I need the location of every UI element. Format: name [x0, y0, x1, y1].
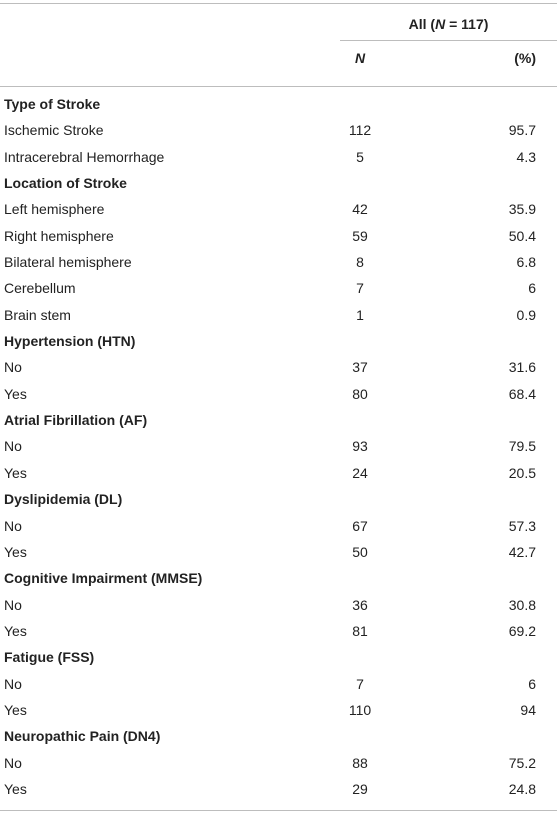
cell-n: 88	[352, 754, 368, 771]
cell-percent: 42.7	[508, 543, 536, 560]
row-label: No	[4, 359, 22, 376]
table-row	[0, 749, 557, 775]
row-label: Bilateral hemisphere	[4, 254, 132, 271]
cell-percent: 35.9	[508, 201, 536, 218]
row-label: No	[4, 754, 22, 771]
row-label: Yes	[4, 701, 27, 718]
cell-n: 110	[348, 701, 372, 718]
table-body	[0, 90, 557, 801]
cell-n: 5	[356, 148, 364, 165]
cell-n: 112	[348, 122, 372, 139]
cell-n: 80	[352, 385, 368, 402]
section-title: Fatigue (FSS)	[4, 649, 95, 666]
cell-percent: 79.5	[508, 438, 536, 455]
table-row	[0, 222, 557, 248]
cell-n: 1	[356, 306, 364, 323]
row-label: Yes	[4, 464, 27, 481]
cell-percent: 6	[528, 675, 536, 692]
row-label: Yes	[4, 780, 27, 797]
cell-percent: 4.3	[516, 148, 536, 165]
section-title: Type of Stroke	[4, 96, 101, 112]
row-label: Brain stem	[4, 306, 71, 323]
section-header-row	[0, 406, 557, 432]
section-header-row	[0, 169, 557, 195]
cell-percent: 24.8	[508, 780, 536, 797]
table-row	[0, 143, 557, 169]
cell-n: 29	[352, 780, 368, 797]
group-header-suffix: = 117)	[445, 16, 489, 32]
cell-percent: 57.3	[508, 517, 536, 534]
section-title: Neuropathic Pain (DN4)	[4, 728, 161, 745]
row-label: Yes	[4, 622, 27, 639]
cell-n: 81	[352, 622, 368, 639]
section-header-row	[0, 90, 557, 116]
column-header-n: N	[354, 50, 366, 66]
group-header-prefix: All (	[408, 16, 436, 32]
cell-percent: 6.8	[516, 254, 536, 271]
cell-percent: 75.2	[508, 754, 536, 771]
cell-n: 24	[352, 464, 368, 481]
cell-percent: 50.4	[508, 227, 536, 244]
table-row	[0, 248, 557, 274]
table-row	[0, 274, 557, 300]
table-row	[0, 617, 557, 643]
cell-n: 37	[352, 359, 368, 376]
group-header	[340, 14, 557, 34]
cell-percent: 20.5	[508, 464, 536, 481]
row-label: Left hemisphere	[4, 201, 105, 218]
row-label: Cerebellum	[4, 280, 76, 297]
cell-percent: 0.9	[516, 306, 536, 323]
table-row	[0, 116, 557, 142]
cell-n: 50	[352, 543, 368, 560]
section-title: Dyslipidemia (DL)	[4, 491, 123, 508]
row-label: No	[4, 517, 22, 534]
cell-n: 59	[352, 227, 368, 244]
cell-percent: 69.2	[508, 622, 536, 639]
cell-n: 67	[352, 517, 368, 534]
cell-percent: 68.4	[508, 385, 536, 402]
table-row	[0, 670, 557, 696]
cell-n: 93	[352, 438, 368, 455]
row-label: No	[4, 596, 22, 613]
section-header-row	[0, 327, 557, 353]
table-row	[0, 353, 557, 379]
table-row	[0, 432, 557, 458]
row-label: Right hemisphere	[4, 227, 114, 244]
section-title: Cognitive Impairment (MMSE)	[4, 570, 203, 587]
cell-n: 36	[352, 596, 368, 613]
group-header-n-symbol: N	[435, 16, 446, 32]
cell-percent: 6	[528, 280, 536, 297]
row-label: No	[4, 438, 22, 455]
section-title: Location of Stroke	[4, 175, 127, 192]
section-header-row	[0, 485, 557, 511]
section-header-row	[0, 643, 557, 669]
row-label: Intracerebral Hemorrhage	[4, 148, 165, 165]
section-header-row	[0, 722, 557, 748]
row-label: No	[4, 675, 22, 692]
table-row	[0, 195, 557, 221]
table-row	[0, 775, 557, 801]
row-label: Yes	[4, 543, 27, 560]
bottom-rule	[0, 810, 557, 811]
cell-percent: 30.8	[508, 596, 536, 613]
cell-n: 7	[356, 675, 364, 692]
row-label: Ischemic Stroke	[4, 122, 104, 139]
cell-n: 7	[356, 280, 364, 297]
top-rule	[0, 3, 557, 4]
column-header-percent: (%)	[514, 50, 536, 66]
cell-percent: 94	[520, 701, 536, 718]
section-title: Hypertension (HTN)	[4, 333, 136, 350]
table-row	[0, 512, 557, 538]
table-row	[0, 459, 557, 485]
cell-percent: 95.7	[508, 122, 536, 139]
group-header-underline	[340, 40, 557, 41]
table-row	[0, 538, 557, 564]
table-row	[0, 591, 557, 617]
cell-n: 8	[356, 254, 364, 271]
table-row	[0, 696, 557, 722]
cell-n: 42	[352, 201, 368, 218]
header-rule	[0, 86, 557, 87]
table-row	[0, 301, 557, 327]
cell-percent: 31.6	[508, 359, 536, 376]
section-header-row	[0, 564, 557, 590]
section-title: Atrial Fibrillation (AF)	[4, 412, 148, 429]
row-label: Yes	[4, 385, 27, 402]
table-row	[0, 380, 557, 406]
